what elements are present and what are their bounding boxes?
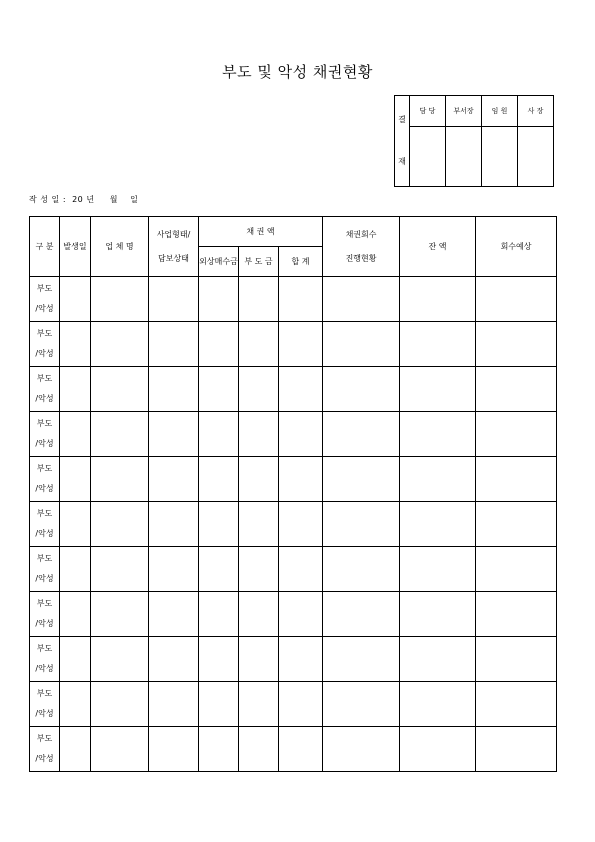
collection-status-cell[interactable] — [323, 322, 400, 367]
dishonored-cell[interactable] — [239, 412, 279, 457]
total-cell[interactable] — [279, 322, 323, 367]
collection-status-cell[interactable] — [323, 502, 400, 547]
dishonored-cell[interactable] — [239, 547, 279, 592]
occurrence-date-cell[interactable] — [60, 502, 91, 547]
occurrence-date-cell[interactable] — [60, 547, 91, 592]
table-row — [30, 277, 557, 322]
company-cell[interactable] — [91, 277, 149, 322]
balance-cell[interactable] — [400, 682, 476, 727]
balance-cell[interactable] — [400, 277, 476, 322]
row-category-cell — [30, 502, 60, 547]
row-category-line1: 부도 — [36, 464, 53, 473]
approval-side-label — [395, 96, 410, 187]
table-row — [30, 367, 557, 412]
expected-cell[interactable] — [476, 412, 557, 457]
company-cell[interactable] — [91, 502, 149, 547]
row-category-line1: 부도 — [36, 599, 53, 608]
collection-status-cell[interactable] — [323, 412, 400, 457]
collection-status-cell[interactable] — [323, 592, 400, 637]
table-row — [30, 502, 557, 547]
receivable-cell[interactable] — [199, 637, 239, 682]
collection-status-cell[interactable] — [323, 637, 400, 682]
header-expected: 회수예상 — [476, 217, 557, 277]
balance-cell[interactable] — [400, 457, 476, 502]
dishonored-cell[interactable] — [239, 322, 279, 367]
expected-cell[interactable] — [476, 547, 557, 592]
dishonored-cell[interactable] — [239, 502, 279, 547]
company-cell[interactable] — [91, 727, 149, 772]
total-cell[interactable] — [279, 682, 323, 727]
collection-status-cell[interactable] — [323, 457, 400, 502]
balance-cell[interactable] — [400, 547, 476, 592]
row-category-cell — [30, 322, 60, 367]
row-category-line1: 부도 — [36, 734, 53, 743]
table-row — [30, 412, 557, 457]
row-category-cell — [30, 547, 60, 592]
total-cell[interactable] — [279, 412, 323, 457]
row-category-line1: 부도 — [36, 689, 53, 698]
row-category-line2: /악성 — [35, 394, 54, 403]
row-category-line2: /악성 — [35, 754, 54, 763]
business-status-cell[interactable] — [149, 367, 199, 412]
balance-cell[interactable] — [400, 367, 476, 412]
dishonored-cell[interactable] — [239, 457, 279, 502]
balance-cell[interactable] — [400, 592, 476, 637]
dishonored-cell[interactable] — [239, 277, 279, 322]
total-cell[interactable] — [279, 457, 323, 502]
balance-cell[interactable] — [400, 412, 476, 457]
header-business-status-line2: 담보상태 — [158, 253, 189, 263]
business-status-cell[interactable] — [149, 412, 199, 457]
expected-cell[interactable] — [476, 277, 557, 322]
row-category-cell — [30, 277, 60, 322]
expected-cell[interactable] — [476, 637, 557, 682]
occurrence-date-cell[interactable] — [60, 727, 91, 772]
approval-sign-president[interactable] — [518, 127, 554, 187]
table-row — [30, 637, 557, 682]
company-cell[interactable] — [91, 457, 149, 502]
approval-col-executive: 임 원 — [482, 96, 518, 127]
company-cell[interactable] — [91, 637, 149, 682]
business-status-cell[interactable] — [149, 457, 199, 502]
business-status-cell[interactable] — [149, 727, 199, 772]
receivable-cell[interactable] — [199, 457, 239, 502]
row-category-line2: /악성 — [35, 529, 54, 538]
approval-sign-staff[interactable] — [410, 127, 446, 187]
expected-cell[interactable] — [476, 457, 557, 502]
row-category-line2: /악성 — [35, 619, 54, 628]
row-category-line2: /악성 — [35, 709, 54, 718]
company-cell[interactable] — [91, 322, 149, 367]
header-company: 업 체 명 — [91, 217, 149, 277]
table-row — [30, 592, 557, 637]
balance-cell[interactable] — [400, 637, 476, 682]
dishonored-cell[interactable] — [239, 367, 279, 412]
row-category-line1: 부도 — [36, 374, 53, 383]
company-cell[interactable] — [91, 412, 149, 457]
bond-status-table — [29, 216, 557, 772]
header-bond-amount: 채 권 액 — [199, 217, 323, 247]
table-row — [30, 322, 557, 367]
row-category-cell — [30, 637, 60, 682]
dishonored-cell[interactable] — [239, 637, 279, 682]
header-category: 구 분 — [30, 217, 60, 277]
row-category-cell — [30, 367, 60, 412]
collection-status-cell[interactable] — [323, 547, 400, 592]
row-category-cell — [30, 412, 60, 457]
expected-cell[interactable] — [476, 322, 557, 367]
business-status-cell[interactable] — [149, 547, 199, 592]
approval-col-dept-head: 부서장 — [446, 96, 482, 127]
table-row — [30, 457, 557, 502]
receivable-cell[interactable] — [199, 277, 239, 322]
total-cell[interactable] — [279, 727, 323, 772]
business-status-cell[interactable] — [149, 277, 199, 322]
business-status-cell[interactable] — [149, 592, 199, 637]
header-business-status-line1: 사업형태/ — [156, 229, 191, 239]
row-category-cell — [30, 727, 60, 772]
collection-status-cell[interactable] — [323, 367, 400, 412]
header-dishonored: 부 도 금 — [239, 247, 279, 277]
receivable-cell[interactable] — [199, 367, 239, 412]
approval-sign-executive[interactable] — [482, 127, 518, 187]
approval-side-bottom: 재 — [398, 157, 406, 166]
approval-sign-dept-head[interactable] — [446, 127, 482, 187]
total-cell[interactable] — [279, 277, 323, 322]
company-cell[interactable] — [91, 367, 149, 412]
collection-status-cell[interactable] — [323, 727, 400, 772]
row-category-cell — [30, 682, 60, 727]
header-business-status — [149, 217, 199, 277]
header-collection-line1: 채권회수 — [345, 229, 377, 239]
header-collection-status — [323, 217, 400, 277]
header-collection-line2: 진행현황 — [345, 253, 377, 263]
receivable-cell[interactable] — [199, 502, 239, 547]
expected-cell[interactable] — [476, 502, 557, 547]
occurrence-date-cell[interactable] — [60, 367, 91, 412]
expected-cell[interactable] — [476, 592, 557, 637]
occurrence-date-cell[interactable] — [60, 277, 91, 322]
row-category-line2: /악성 — [35, 664, 54, 673]
header-occurrence-date: 발생일 — [60, 217, 91, 277]
occurrence-date-cell[interactable] — [60, 412, 91, 457]
occurrence-date-cell[interactable] — [60, 592, 91, 637]
table-row — [30, 727, 557, 772]
total-cell[interactable] — [279, 637, 323, 682]
occurrence-date-cell[interactable] — [60, 457, 91, 502]
date-line: 작 성 일 : 20 년 월 일 — [29, 195, 139, 204]
dishonored-cell[interactable] — [239, 727, 279, 772]
row-category-line2: /악성 — [35, 574, 54, 583]
expected-cell[interactable] — [476, 727, 557, 772]
receivable-cell[interactable] — [199, 547, 239, 592]
balance-cell[interactable] — [400, 322, 476, 367]
receivable-cell[interactable] — [199, 412, 239, 457]
business-status-cell[interactable] — [149, 322, 199, 367]
row-category-line1: 부도 — [36, 509, 53, 518]
receivable-cell[interactable] — [199, 322, 239, 367]
page-title: 부도 및 악성 채권현황 — [222, 63, 373, 81]
row-category-line2: /악성 — [35, 304, 54, 313]
row-category-cell — [30, 457, 60, 502]
row-category-cell — [30, 592, 60, 637]
table-row — [30, 682, 557, 727]
occurrence-date-cell[interactable] — [60, 682, 91, 727]
approval-box — [394, 95, 554, 187]
total-cell[interactable] — [279, 367, 323, 412]
total-cell[interactable] — [279, 592, 323, 637]
dishonored-cell[interactable] — [239, 682, 279, 727]
header-receivable: 외상매수금 — [199, 247, 239, 277]
row-category-line2: /악성 — [35, 439, 54, 448]
receivable-cell[interactable] — [199, 727, 239, 772]
row-category-line1: 부도 — [36, 329, 53, 338]
business-status-cell[interactable] — [149, 502, 199, 547]
company-cell[interactable] — [91, 682, 149, 727]
collection-status-cell[interactable] — [323, 277, 400, 322]
total-cell[interactable] — [279, 547, 323, 592]
balance-cell[interactable] — [400, 502, 476, 547]
expected-cell[interactable] — [476, 682, 557, 727]
row-category-line2: /악성 — [35, 349, 54, 358]
receivable-cell[interactable] — [199, 682, 239, 727]
occurrence-date-cell[interactable] — [60, 637, 91, 682]
approval-col-president: 사 장 — [518, 96, 554, 127]
row-category-line1: 부도 — [36, 644, 53, 653]
business-status-cell[interactable] — [149, 682, 199, 727]
business-status-cell[interactable] — [149, 637, 199, 682]
row-category-line1: 부도 — [36, 284, 53, 293]
approval-col-staff: 담 당 — [410, 96, 446, 127]
total-cell[interactable] — [279, 502, 323, 547]
table-row — [30, 547, 557, 592]
header-total: 합 계 — [279, 247, 323, 277]
row-category-line2: /악성 — [35, 484, 54, 493]
row-category-line1: 부도 — [36, 554, 53, 563]
company-cell[interactable] — [91, 547, 149, 592]
company-cell[interactable] — [91, 592, 149, 637]
balance-cell[interactable] — [400, 727, 476, 772]
dishonored-cell[interactable] — [239, 592, 279, 637]
occurrence-date-cell[interactable] — [60, 322, 91, 367]
header-balance: 잔 액 — [400, 217, 476, 277]
approval-side-top: 결 — [398, 115, 406, 124]
expected-cell[interactable] — [476, 367, 557, 412]
receivable-cell[interactable] — [199, 592, 239, 637]
collection-status-cell[interactable] — [323, 682, 400, 727]
row-category-line1: 부도 — [36, 419, 53, 428]
